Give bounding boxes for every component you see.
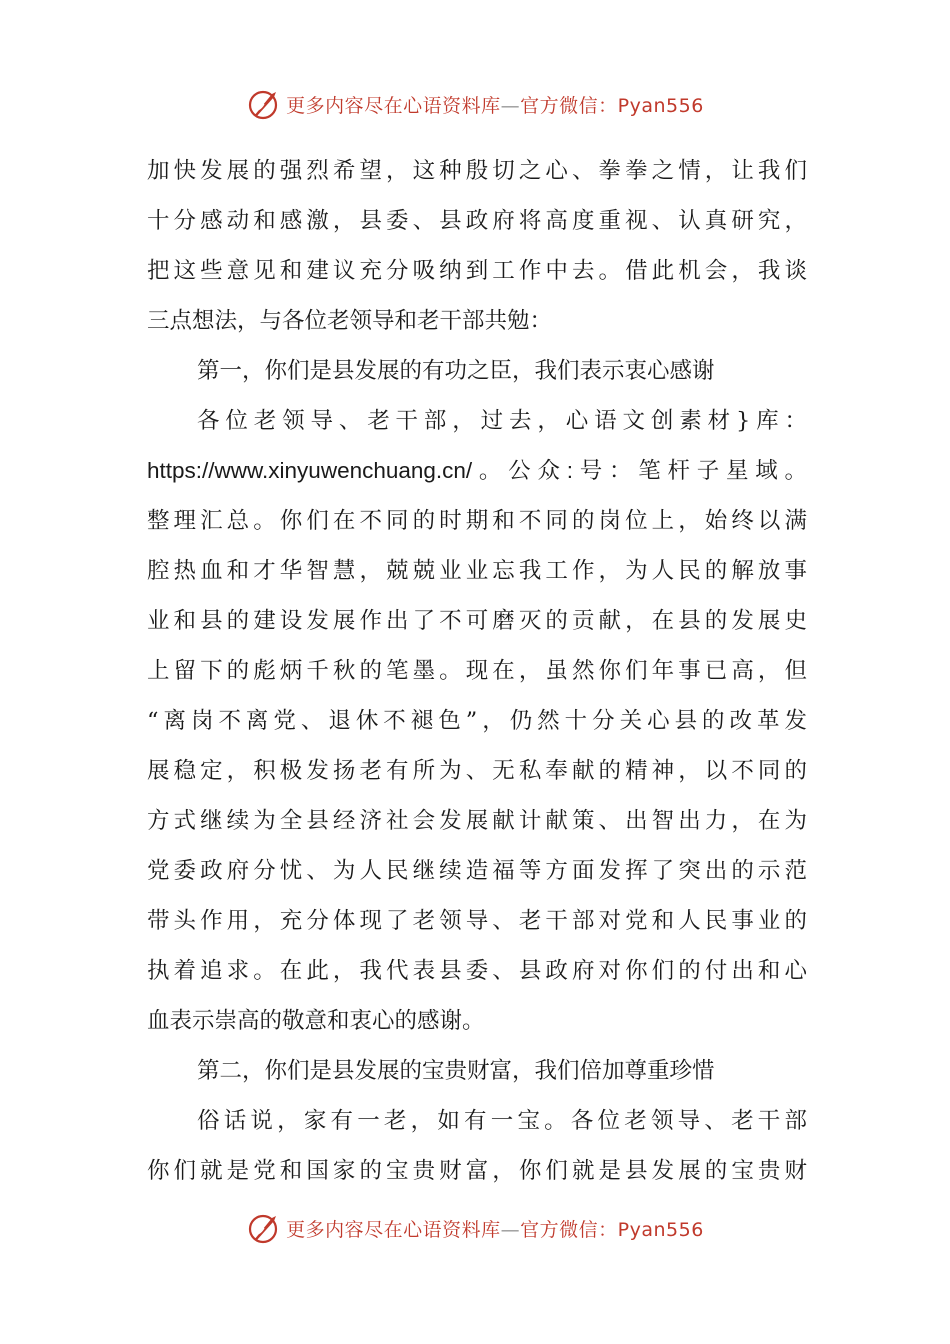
body-line: 业和县的建设发展作出了不可磨灭的贡献，在县的发展史 bbox=[147, 608, 807, 634]
body-line: 三点想法，与各位老领导和老干部共勉： bbox=[147, 308, 553, 334]
document-body bbox=[147, 146, 807, 1196]
section-heading-2: 第二，你们是县发展的宝贵财富，我们倍加尊重珍惜 bbox=[197, 1058, 715, 1084]
section-heading-1: 第一，你们是县发展的有功之臣，我们表示衷心感谢 bbox=[197, 358, 715, 384]
body-line: 上留下的彪炳千秋的笔墨。现在，虽然你们年事已高，但 bbox=[147, 658, 807, 684]
watermark-text: 更多内容尽在心语资料库—官方微信：Pyan556 bbox=[286, 94, 704, 117]
body-line: 各位老领导、老干部，过去，心语文创素材}库： bbox=[197, 408, 807, 434]
body-line: “离岗不离党、退休不褪色”，仍然十分关心县的改革发 bbox=[147, 708, 807, 734]
body-line: 展稳定，积极发扬老有所为、无私奉献的精神，以不同的 bbox=[147, 758, 807, 784]
body-line: 加快发展的强烈希望，这种殷切之心、拳拳之情，让我们 bbox=[147, 158, 807, 184]
body-line-url: https://www.xinyuwenchuang.cn/。公众:号：笔杆子星域。 bbox=[147, 458, 807, 483]
quill-logo-icon bbox=[246, 86, 282, 122]
quill-logo-icon bbox=[246, 1210, 282, 1246]
footer-watermark-banner bbox=[0, 1206, 950, 1250]
body-line: 腔热血和才华智慧，兢兢业业忘我工作，为人民的解放事 bbox=[147, 558, 807, 584]
body-line: 把这些意见和建议充分吸纳到工作中去。借此机会，我谈 bbox=[147, 258, 807, 284]
body-line: 俗话说，家有一老，如有一宝。各位老领导、老干部 bbox=[197, 1108, 807, 1134]
body-line: 血表示崇高的敬意和衷心的感谢。 bbox=[147, 1008, 485, 1034]
body-line: 你们就是党和国家的宝贵财富，你们就是县发展的宝贵财 bbox=[147, 1158, 807, 1184]
body-line: 方式继续为全县经济社会发展献计献策、出智出力，在为 bbox=[147, 808, 807, 834]
body-line: 党委政府分忧、为人民继续造福等方面发挥了突出的示范 bbox=[147, 858, 807, 884]
body-line: 执着追求。在此，我代表县委、县政府对你们的付出和心 bbox=[147, 958, 807, 984]
body-line: 带头作用，充分体现了老领导、老干部对党和人民事业的 bbox=[147, 908, 807, 934]
watermark-text: 更多内容尽在心语资料库—官方微信：Pyan556 bbox=[286, 1218, 704, 1241]
header-watermark-banner bbox=[0, 82, 950, 126]
body-line: 整理汇总。你们在不同的时期和不同的岗位上，始终以满 bbox=[147, 508, 807, 534]
body-line: 十分感动和感激，县委、县政府将高度重视、认真研究， bbox=[147, 208, 807, 234]
